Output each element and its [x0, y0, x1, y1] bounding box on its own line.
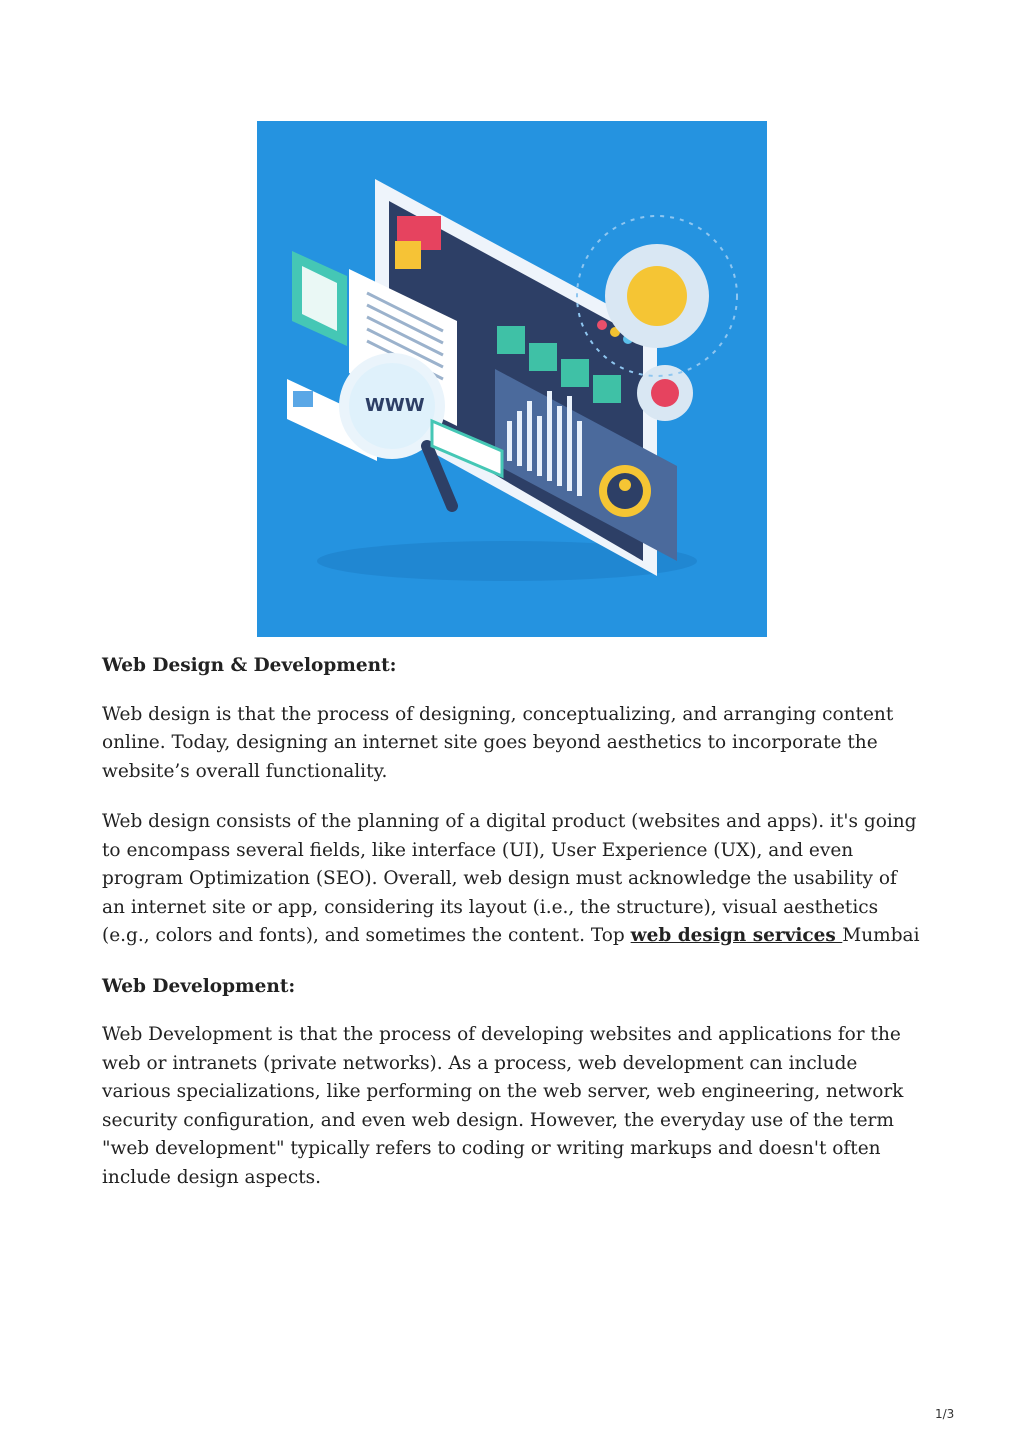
web-design-illustration-icon: [257, 121, 767, 637]
web-design-services-link[interactable]: web design services: [630, 925, 843, 946]
paragraph-web-design-details: [102, 808, 922, 951]
article-body: [102, 652, 922, 1192]
hero-image: [257, 121, 767, 637]
page-number: 1/3: [935, 1407, 955, 1421]
paragraph-web-design-intro: Web design is that the process of designing, conceptualizing, and arranging content online. Today, designing an internet site goes beyond aesthetics to incorporate the website’s overall functionality.: [102, 703, 894, 782]
section-heading-web-design: Web Design & Development:: [102, 655, 397, 676]
www-label: WWW: [365, 395, 425, 416]
paragraph-text: Web design consists of the planning of a digital product (websites and apps). it's going to encompass several fields, like interface (UI), User Experience (UX), and even program Optimization (SEO). Overall, web design must acknowledge the usability of an internet site or app, considering its layout (i.e., the structure), visual aesthetics (e.g., colors and fonts), and sometimes the content. Top: [102, 811, 917, 946]
paragraph-web-development: Web Development is that the process of developing websites and applications for the web or intranets (private networks). As a process, web development can include various specializations, like performing on the web server, web engineering, network security configuration, and even web design. However, the everyday use of the term "web development" typically refers to coding or writing markups and doesn't often include design aspects.: [102, 1024, 904, 1188]
paragraph-text-tail: Mumbai: [842, 925, 920, 946]
section-heading-web-development: Web Development:: [102, 975, 296, 997]
